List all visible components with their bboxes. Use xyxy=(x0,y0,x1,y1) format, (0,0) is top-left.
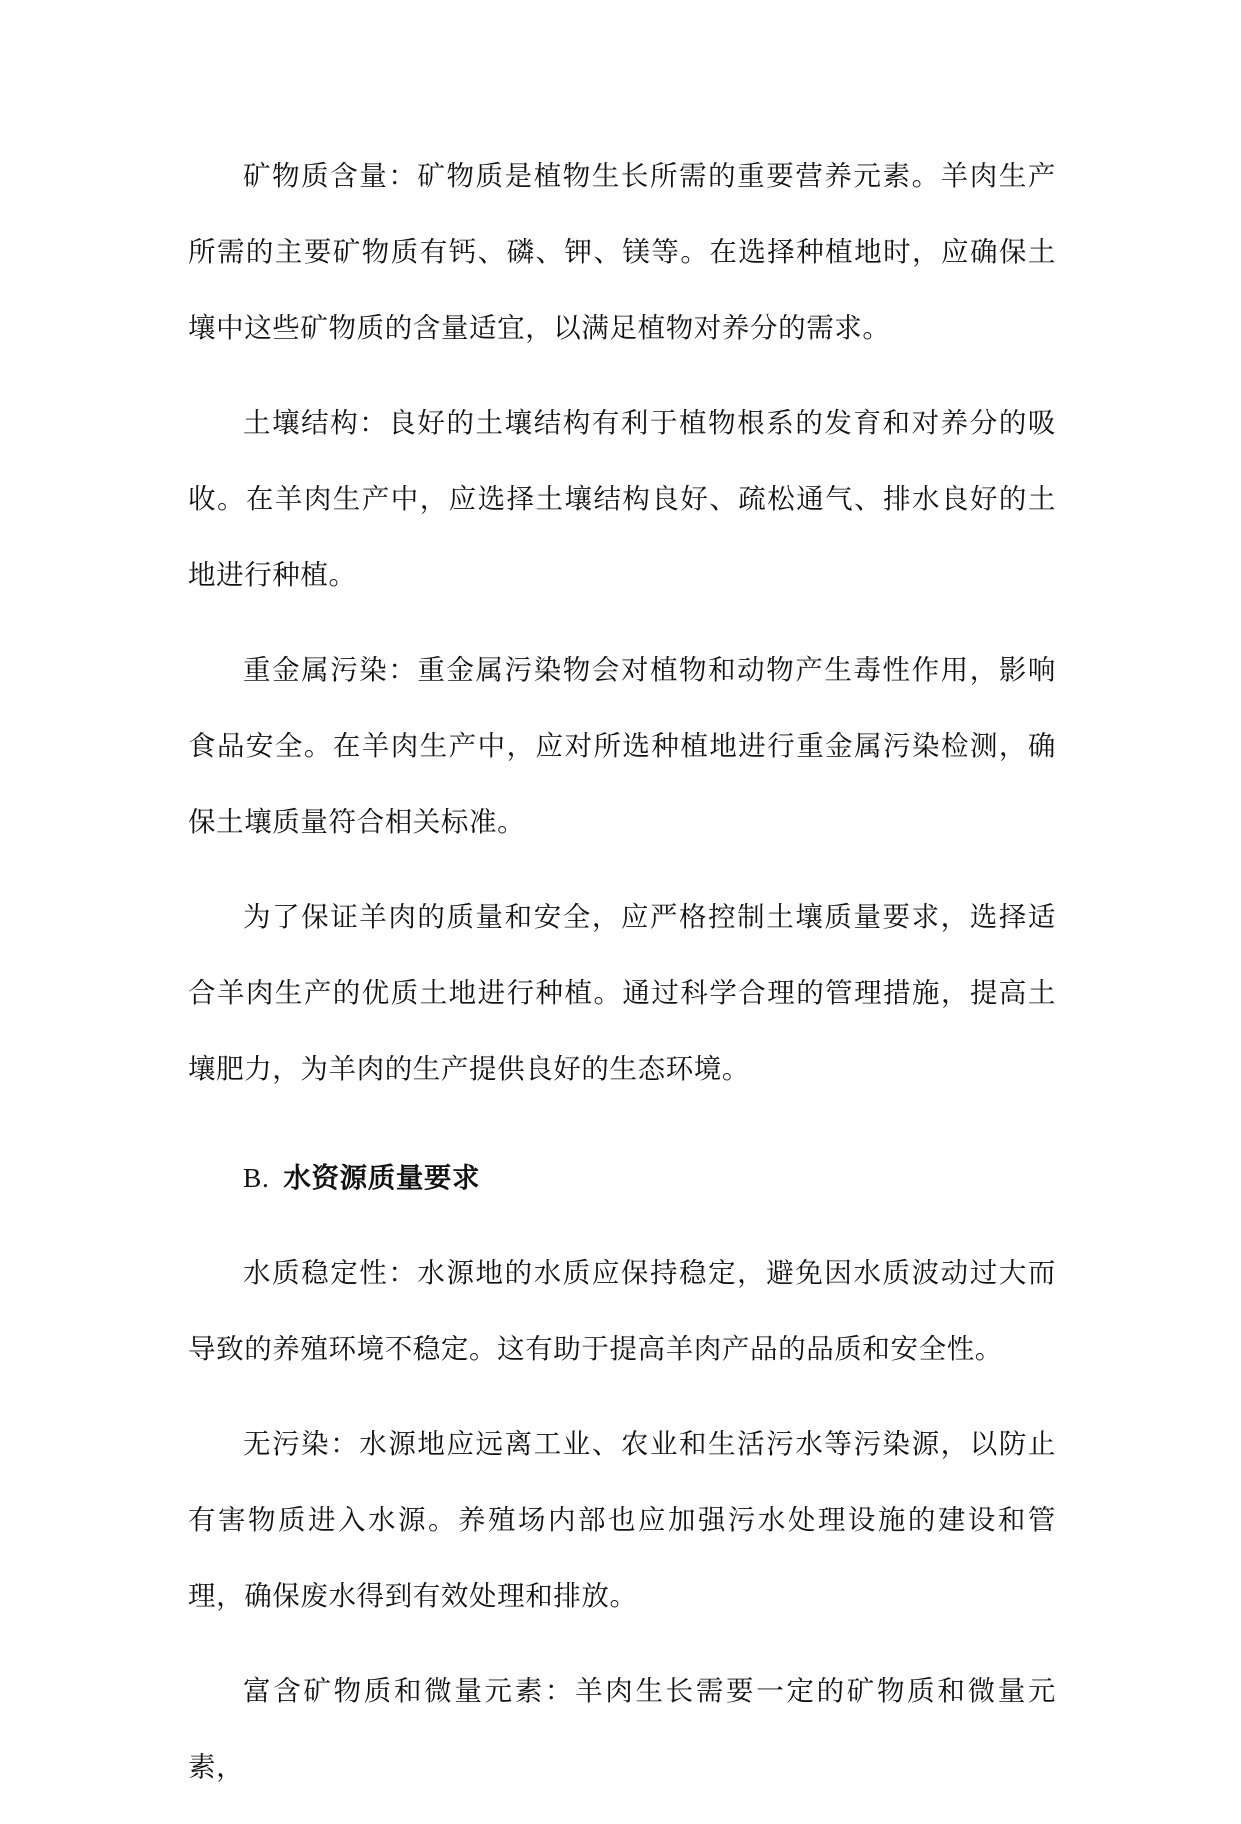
section-number: B. xyxy=(243,1162,270,1193)
paragraph-minerals-trace-elements: 富含矿物质和微量元素：羊肉生长需要一定的矿物质和微量元素， xyxy=(188,1675,1056,1783)
paragraph-mineral-content: 矿物质含量：矿物质是植物生长所需的重要营养元素。羊肉生产所需的主要矿物质有钙、磷、钾、镁等。在选择种植地时，应确保土壤中这些矿物质的含量适宜，以满足植物对养分的需求。 xyxy=(188,160,1056,344)
paragraph-water-stability: 水质稳定性：水源地的水质应保持稳定，避免因水质波动过大而导致的养殖环境不稳定。这有助于提高羊肉产品的品质和安全性。 xyxy=(188,1257,1056,1365)
document-body xyxy=(188,138,1056,1824)
paragraph-heavy-metal-pollution: 重金属污染：重金属污染物会对植物和动物产生毒性作用，影响食品安全。在羊肉生产中，应对所选种植地进行重金属污染检测，确保土壤质量符合相关标准。 xyxy=(188,654,1056,838)
paragraph-no-pollution: 无污染：水源地应远离工业、农业和生活污水等污染源，以防止有害物质进入水源。养殖场内部也应加强污水处理设施的建设和管理，确保废水得到有效处理和排放。 xyxy=(188,1428,1056,1612)
paragraph-soil-quality-summary: 为了保证羊肉的质量和安全，应严格控制土壤质量要求，选择适合羊肉生产的优质土地进行种植。通过科学合理的管理措施，提高土壤肥力，为羊肉的生产提供良好的生态环境。 xyxy=(188,901,1056,1085)
section-title: 水资源质量要求 xyxy=(283,1162,481,1194)
paragraph-soil-structure: 土壤结构：良好的土壤结构有利于植物根系的发育和对养分的吸收。在羊肉生产中，应选择土壤结构良好、疏松通气、排水良好的土地进行种植。 xyxy=(188,407,1056,591)
section-heading-water-quality xyxy=(188,1143,1056,1213)
